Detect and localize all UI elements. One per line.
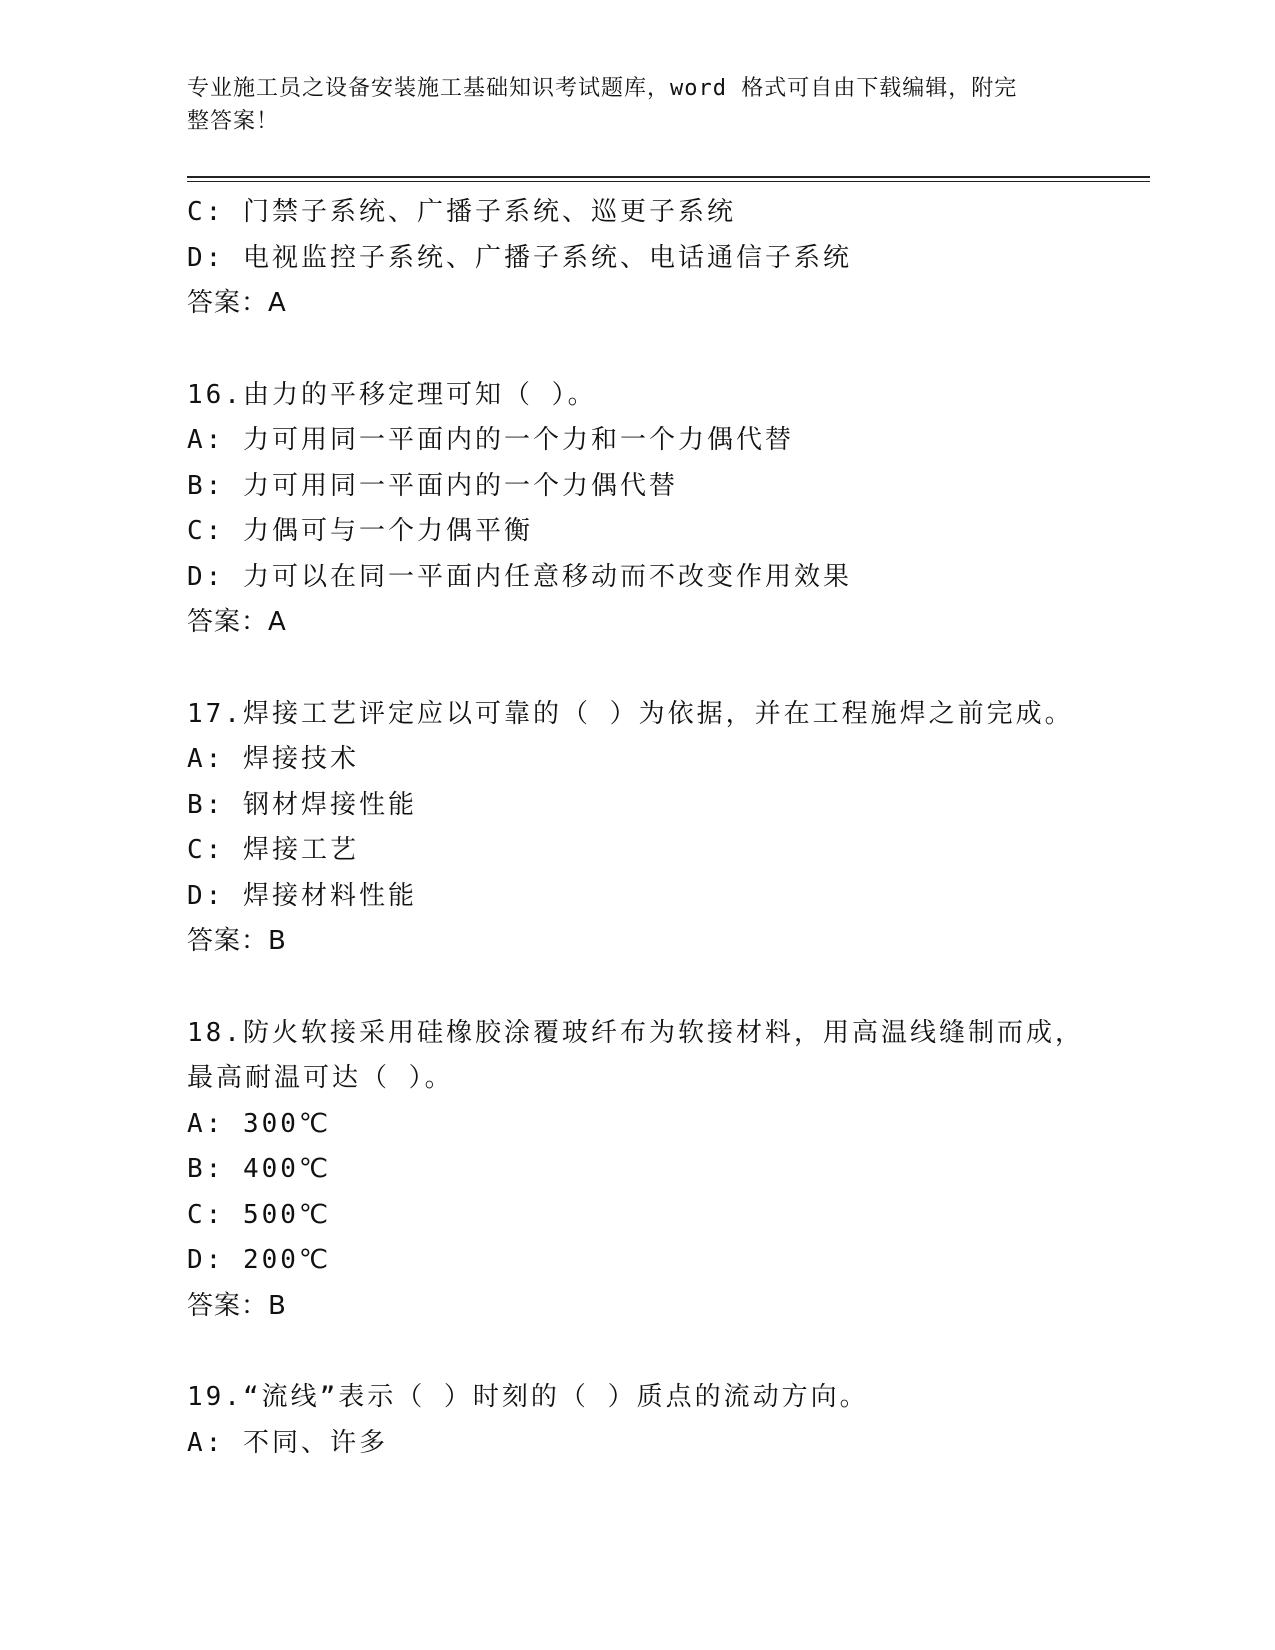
option-c: C: 500℃	[187, 1199, 332, 1230]
answer-line: 答案：A	[187, 288, 287, 318]
option-d: D: 200℃	[187, 1245, 332, 1275]
option-b: B: 力可用同一平面内的一个力偶代替	[187, 470, 678, 501]
answer-line: 答案：A	[187, 607, 287, 637]
option-c: C: 力偶可与一个力偶平衡	[187, 516, 533, 546]
option-a: A: 力可用同一平面内的一个力和一个力偶代替	[187, 425, 794, 455]
document-header	[187, 72, 1067, 138]
option-d: D: 电视监控子系统、广播子系统、电话通信子系统	[187, 242, 852, 273]
answer-line: 答案：B	[187, 926, 287, 956]
header-divider-thick	[187, 176, 1150, 178]
question-text: 16.由力的平移定理可知（ ）。	[187, 379, 597, 410]
option-b: B: 400℃	[187, 1154, 332, 1184]
question-text: 17.焊接工艺评定应以可靠的（ ）为依据，并在工程施焊之前完成。	[187, 698, 1074, 729]
question-text-line-1: 18.防火软接采用硅橡胶涂覆玻纤布为软接材料，用高温线缝制而成，	[187, 1017, 1084, 1048]
option-c: C: 门禁子系统、广播子系统、巡更子系统	[187, 197, 736, 227]
option-a: A: 焊接技术	[187, 744, 359, 774]
question-block-17	[187, 692, 1117, 965]
option-a: A: 不同、许多	[187, 1427, 388, 1458]
option-b: B: 钢材焊接性能	[187, 789, 417, 820]
header-line-1: 专业施工员之设备安装施工基础知识考试题库，word 格式可自由下载编辑，附完	[187, 76, 1018, 101]
question-block-15-continued	[187, 190, 1117, 327]
header-line-2: 整答案！	[187, 109, 280, 134]
spacer	[187, 646, 1117, 692]
spacer	[187, 1329, 1117, 1375]
question-block-16	[187, 373, 1117, 646]
question-list	[187, 190, 1117, 1466]
option-c: C: 焊接工艺	[187, 835, 359, 865]
option-d: D: 力可以在同一平面内任意移动而不改变作用效果	[187, 561, 852, 592]
option-a: A: 300℃	[187, 1108, 332, 1139]
question-text-line-2: 最高耐温可达（ ）。	[187, 1063, 454, 1093]
spacer	[187, 327, 1117, 373]
spacer	[187, 965, 1117, 1011]
question-text: 19.“流线”表示（ ）时刻的（ ）质点的流动方向。	[187, 1382, 869, 1412]
question-block-18	[187, 1011, 1117, 1330]
header-divider-thin	[187, 181, 1150, 182]
answer-line: 答案：B	[187, 1290, 287, 1321]
option-d: D: 焊接材料性能	[187, 880, 417, 911]
question-block-19	[187, 1375, 1117, 1466]
